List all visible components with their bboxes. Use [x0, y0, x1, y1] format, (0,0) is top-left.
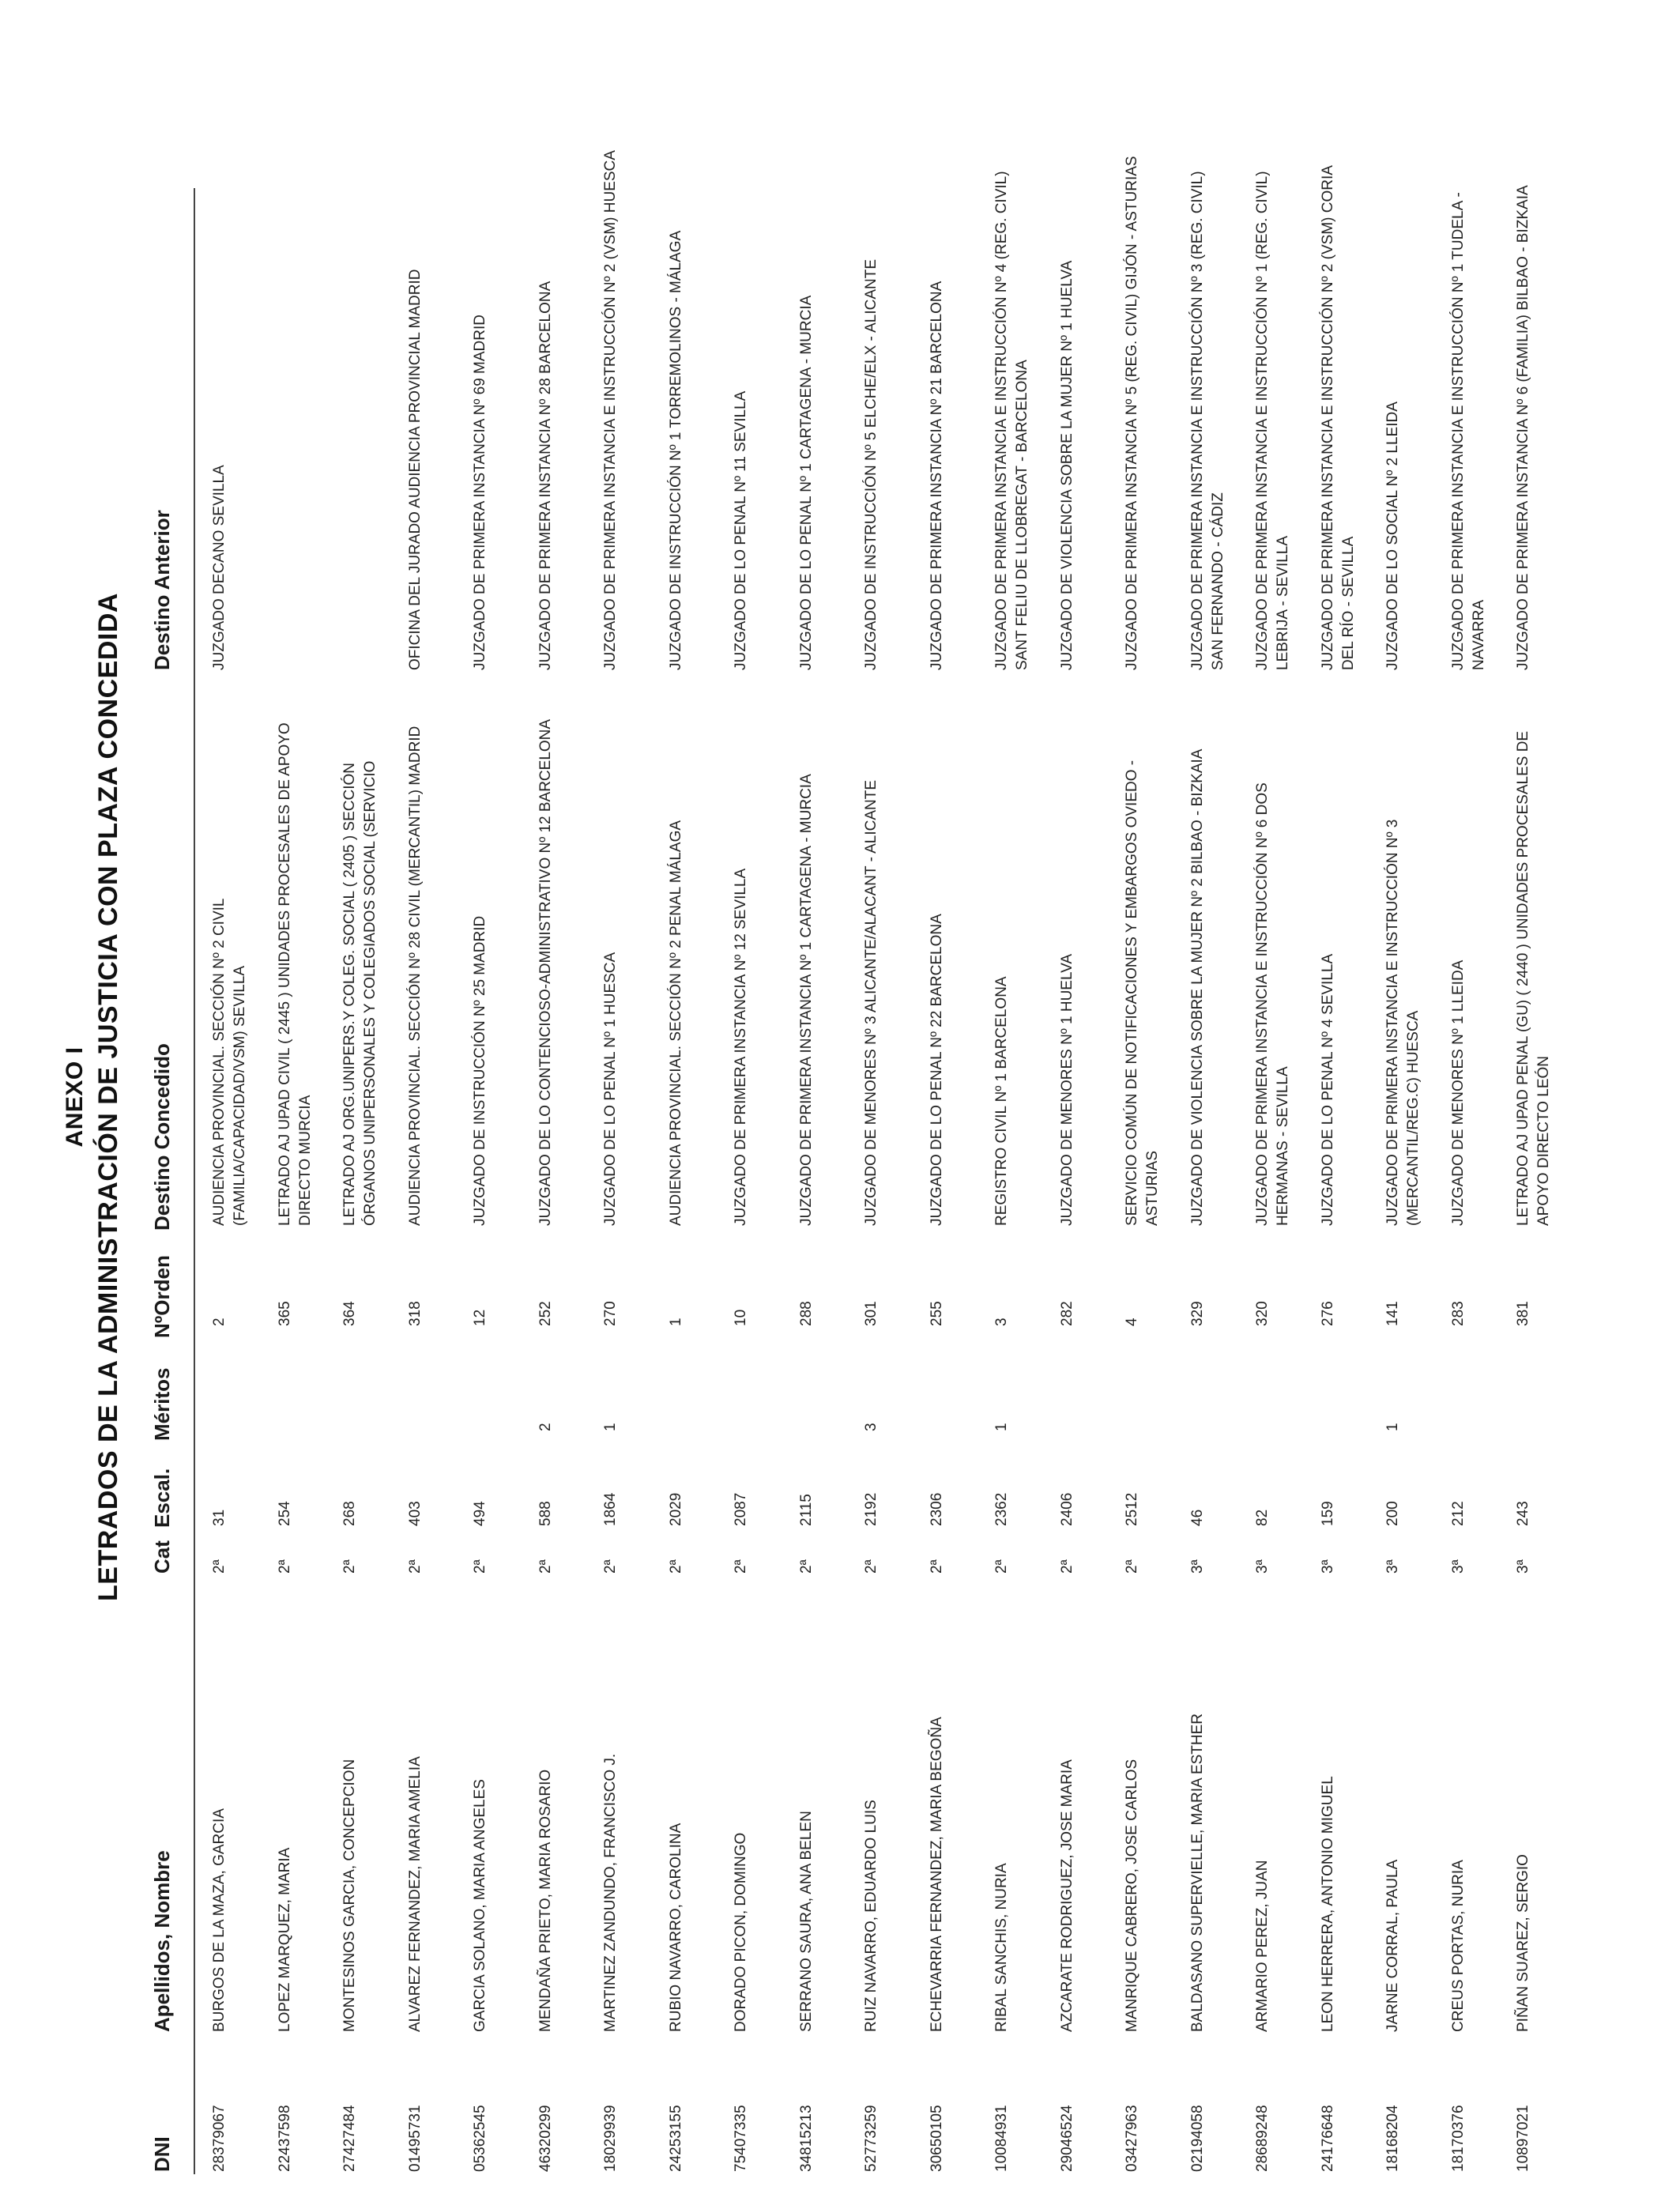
cell-dni: 24176648 [1319, 2105, 1336, 2172]
cell-anterior [992, 117, 1033, 670]
cell-anterior [666, 117, 687, 670]
cell-concedido-line: JUZGADO DE PRIMERA INSTANCIA E INSTRUCCIÓN Nº 6 DOS [1254, 782, 1271, 1226]
cell-orden: 365 [276, 1301, 293, 1326]
cell-cat: 2ª [341, 1559, 358, 1574]
cell-cat: 3ª [1449, 1559, 1467, 1574]
cell-concedido [275, 673, 316, 1226]
cell-escal: 2306 [928, 1492, 945, 1526]
cell-dni: 10084931 [993, 2105, 1010, 2172]
cell-anterior [927, 117, 947, 670]
cell-concedido [1448, 673, 1469, 1226]
cell-concedido-line: REGISTRO CIVIL Nº 1 BARCELONA [993, 976, 1010, 1226]
table-row [1252, 0, 1324, 2194]
cell-nombre: ARMARIO PEREZ, JUAN [1254, 1860, 1271, 2032]
cell-anterior [601, 117, 621, 670]
cell-concedido [731, 673, 751, 1226]
cell-concedido [927, 673, 947, 1226]
cell-orden: 255 [928, 1301, 945, 1326]
cell-escal: 212 [1449, 1501, 1467, 1526]
cell-orden: 1 [667, 1318, 684, 1326]
table-row [666, 0, 737, 2194]
cell-concedido [1383, 673, 1424, 1226]
cell-cat: 3ª [1319, 1559, 1336, 1574]
cell-cat: 2ª [928, 1559, 945, 1574]
cell-concedido-line: JUZGADO DE MENORES Nº 3 ALICANTE/ALACANT - ALICANTE [863, 779, 880, 1226]
cell-cat: 2ª [472, 1559, 488, 1574]
cell-escal: 2115 [797, 1494, 815, 1526]
cell-anterior-line: JUZGADO DE PRIMERA INSTANCIA E INSTRUCCIÓN Nº 2 (VSM) HUESCA [602, 150, 619, 670]
col-header-nombre: Apellidos, Nombre [150, 1850, 174, 2032]
cell-escal: 2512 [1124, 1492, 1140, 1526]
cell-escal: 494 [472, 1501, 488, 1526]
cell-concedido-line: JUZGADO DE PRIMERA INSTANCIA Nº 1 CARTAGENA - MURCIA [797, 774, 815, 1226]
col-header-meritos: Méritos [150, 1367, 174, 1441]
cell-concedido-line: ASTURIAS [1144, 1150, 1161, 1226]
cell-concedido-line: AUDIENCIA PROVINCIAL. SECCIÓN Nº 28 CIVIL (MERCANTIL) MADRID [406, 726, 424, 1226]
cell-concedido-line: JUZGADO DE LO PENAL Nº 1 HUESCA [602, 952, 619, 1226]
cell-orden: 283 [1449, 1301, 1467, 1326]
cell-concedido-line: ÓRGANOS UNIPERSONALES Y COLEGIADOS SOCIAL (SERVICIO [362, 760, 379, 1226]
cell-anterior-line: JUZGADO DE PRIMERA INSTANCIA E INSTRUCCIÓN Nº 3 (REG. CIVIL) [1188, 171, 1206, 670]
cell-orden: 141 [1384, 1301, 1401, 1326]
cell-dni: 28379067 [211, 2105, 228, 2172]
table-row [275, 0, 346, 2194]
cell-concedido [1318, 673, 1339, 1226]
cell-cat: 3ª [1188, 1559, 1206, 1574]
cell-nombre: LOPEZ MARQUEZ, MARIA [276, 1847, 293, 2032]
cell-meritos: 1 [602, 1423, 619, 1431]
cell-escal: 1864 [602, 1492, 619, 1526]
col-header-orden: NºOrden [150, 1255, 174, 1338]
cell-orden: 10 [733, 1309, 749, 1326]
cell-escal: 254 [276, 1501, 293, 1526]
cell-concedido-line: AUDIENCIA PROVINCIAL. SECCIÓN Nº 2 PENAL MÁLAGA [667, 820, 684, 1226]
cell-anterior-line: JUZGADO DE LO PENAL Nº 11 SEVILLA [733, 390, 749, 670]
cell-nombre: RUIZ NAVARRO, EDUARDO LUIS [863, 1800, 880, 2032]
cell-concedido [1057, 673, 1078, 1226]
cell-dni: 28689248 [1254, 2105, 1271, 2172]
table-row [731, 0, 802, 2194]
cell-dni: 24253155 [667, 2105, 684, 2172]
table-row [1122, 0, 1193, 2194]
cell-anterior-line: OFICINA DEL JURADO AUDIENCIA PROVINCIAL MADRID [406, 269, 424, 670]
col-header-anterior: Destino Anterior [150, 510, 174, 670]
cell-meritos: 1 [993, 1423, 1010, 1431]
cell-anterior-line: JUZGADO DE PRIMERA INSTANCIA Nº 6 (FAMILIA) BILBAO - BIZKAIA [1515, 185, 1531, 670]
cell-concedido-line: JUZGADO DE LO PENAL Nº 22 BARCELONA [928, 914, 945, 1226]
cell-orden: 4 [1124, 1318, 1140, 1326]
cell-orden: 2 [211, 1318, 228, 1326]
cell-anterior-line: JUZGADO DE LO SOCIAL Nº 2 LLEIDA [1384, 401, 1401, 670]
cell-dni: 01495731 [406, 2105, 424, 2172]
cell-orden: 270 [602, 1301, 619, 1326]
cell-cat: 2ª [1058, 1559, 1075, 1574]
cell-concedido-line: LETRADO AJ ORG.UNIPERS.Y COLEG. SOCIAL ( 2405 ) SECCIÓN [341, 763, 358, 1226]
cell-nombre: GARCIA SOLANO, MARIA ANGELES [472, 1779, 488, 2032]
table-row [797, 0, 868, 2194]
cell-anterior [1318, 117, 1359, 670]
cell-nombre: DORADO PICON, DOMINGO [733, 1832, 749, 2032]
cell-cat: 3ª [1515, 1559, 1531, 1574]
cell-concedido [861, 673, 882, 1226]
cell-dni: 22437598 [276, 2105, 293, 2172]
cell-escal: 82 [1254, 1509, 1271, 1526]
cell-anterior-line: NAVARRA [1470, 599, 1487, 670]
cell-dni: 29046524 [1058, 2105, 1075, 2172]
cell-nombre: SERRANO SAURA, ANA BELEN [797, 1811, 815, 2032]
document-title: LETRADOS DE LA ADMINISTRACIÓN DE JUSTICIA CON PLAZA CONCEDIDA [93, 593, 123, 1601]
cell-concedido-line: LETRADO AJ UPAD CIVIL ( 2445 ) UNIDADES PROCESALES DE APOYO [276, 722, 293, 1226]
cell-anterior [470, 117, 491, 670]
cell-concedido [536, 673, 556, 1226]
cell-meritos: 3 [863, 1423, 880, 1431]
cell-concedido-line: AUDIENCIA PROVINCIAL. SECCIÓN Nº 2 CIVIL [211, 898, 228, 1226]
cell-anterior-line: JUZGADO DE INSTRUCCIÓN Nº 5 ELCHE/ELX - ALICANTE [863, 258, 880, 670]
cell-cat: 2ª [993, 1559, 1010, 1574]
cell-cat: 2ª [211, 1559, 228, 1574]
cell-concedido-line: JUZGADO DE MENORES Nº 1 HUELVA [1058, 953, 1075, 1226]
cell-concedido [601, 673, 621, 1226]
cell-nombre: BURGOS DE LA MAZA, GARCIA [211, 1808, 228, 2032]
cell-dni: 30650105 [928, 2105, 945, 2172]
cell-anterior-line: JUZGADO DE PRIMERA INSTANCIA Nº 28 BARCELONA [537, 281, 554, 670]
cell-anterior [1252, 117, 1294, 670]
table-row [992, 0, 1063, 2194]
cell-nombre: RIBAL SANCHIS, NURIA [993, 1863, 1010, 2032]
col-header-concedido: Destino Concedido [150, 1043, 174, 1231]
cell-orden: 252 [537, 1301, 554, 1326]
cell-cat: 2ª [1124, 1559, 1140, 1574]
cell-concedido-line: SERVICIO COMÚN DE NOTIFICACIONES Y EMBARGOS OVIEDO - [1124, 760, 1140, 1226]
cell-anterior [209, 117, 230, 670]
cell-nombre: BALDASANO SUPERVIELLE, MARIA ESTHER [1188, 1713, 1206, 2032]
cell-cat: 3ª [1254, 1559, 1271, 1574]
cell-cat: 2ª [733, 1559, 749, 1574]
cell-anterior [1122, 117, 1143, 670]
cell-dni: 34815213 [797, 2105, 815, 2172]
cell-cat: 2ª [863, 1559, 880, 1574]
cell-concedido [1188, 673, 1208, 1226]
cell-meritos: 1 [1384, 1423, 1401, 1431]
table-row [861, 0, 932, 2194]
cell-anterior [861, 117, 882, 670]
table-row [536, 0, 607, 2194]
cell-anterior-line: JUZGADO DE PRIMERA INSTANCIA E INSTRUCCIÓN Nº 1 (REG. CIVIL) [1254, 171, 1271, 670]
col-header-dni: DNI [150, 2136, 174, 2172]
cell-escal: 403 [406, 1501, 424, 1526]
cell-escal: 2362 [993, 1492, 1010, 1526]
cell-escal: 159 [1319, 1501, 1336, 1526]
cell-nombre: MENDAÑA PRIETO, MARIA ROSARIO [537, 1769, 554, 2032]
col-header-cat: Cat [150, 1540, 174, 1574]
table-row [1513, 0, 1584, 2194]
cell-cat: 2ª [602, 1559, 619, 1574]
cell-concedido-line: JUZGADO DE VIOLENCIA SOBRE LA MUJER Nº 2 BILBAO - BIZKAIA [1188, 748, 1206, 1226]
cell-concedido-line: (MERCANTIL/REG.C) HUESCA [1405, 1010, 1422, 1226]
cell-concedido [1252, 673, 1294, 1226]
cell-meritos: 2 [537, 1423, 554, 1431]
cell-orden: 318 [406, 1301, 424, 1326]
cell-cat: 2ª [667, 1559, 684, 1574]
cell-concedido [797, 673, 817, 1226]
cell-anterior-line: JUZGADO DE PRIMERA INSTANCIA E INSTRUCCIÓN Nº 2 (VSM) CORIA [1319, 165, 1336, 670]
cell-nombre: PIÑAN SUAREZ, SERGIO [1515, 1854, 1531, 2032]
cell-concedido [209, 673, 250, 1226]
col-header-escal: Escal. [150, 1468, 174, 1528]
cell-anterior-line: JUZGADO DECANO SEVILLA [211, 465, 228, 670]
table-row [601, 0, 672, 2194]
table-row [1383, 0, 1454, 2194]
cell-concedido [470, 673, 491, 1226]
cell-orden: 320 [1254, 1301, 1271, 1326]
cell-escal: 2087 [733, 1492, 749, 1526]
cell-concedido-line: (FAMILIA/CAPACIDAD/VSM) SEVILLA [232, 965, 248, 1226]
cell-nombre: LEON HERRERA, ANTONIO MIGUEL [1319, 1776, 1336, 2032]
cell-dni: 02194058 [1188, 2105, 1206, 2172]
cell-anterior-line: JUZGADO DE PRIMERA INSTANCIA E INSTRUCCIÓN Nº 4 (REG. CIVIL) [993, 171, 1010, 670]
cell-concedido [340, 673, 381, 1226]
cell-orden: 282 [1058, 1301, 1075, 1326]
cell-concedido-line: JUZGADO DE LO CONTENCIOSO-ADMINISTRATIVO Nº 12 BARCELONA [537, 718, 554, 1226]
cell-concedido-line: LETRADO AJ UPAD PENAL (GU) ( 2440 ) UNIDADES PROCESALES DE [1515, 730, 1531, 1226]
cell-dni: 03427963 [1124, 2105, 1140, 2172]
cell-escal: 2029 [667, 1492, 684, 1526]
cell-concedido-line: JUZGADO DE PRIMERA INSTANCIA Nº 12 SEVILLA [733, 868, 749, 1226]
cell-anterior [1057, 117, 1078, 670]
cell-dni: 10897021 [1515, 2105, 1531, 2172]
cell-orden: 381 [1515, 1301, 1531, 1326]
cell-dni: 46320299 [537, 2105, 554, 2172]
cell-orden: 12 [472, 1309, 488, 1326]
cell-orden: 3 [993, 1318, 1010, 1326]
cell-cat: 2ª [406, 1559, 424, 1574]
cell-concedido-line: APOYO DIRECTO LEÓN [1535, 1055, 1552, 1226]
cell-anterior-line: JUZGADO DE PRIMERA INSTANCIA Nº 5 (REG. CIVIL) GIJÓN - ASTURIAS [1124, 156, 1140, 670]
cell-concedido-line: HERMANAS - SEVILLA [1275, 1066, 1291, 1226]
table-row [340, 0, 411, 2194]
cell-dni: 18170376 [1449, 2105, 1467, 2172]
cell-anterior-line: DEL RÍO - SEVILLA [1339, 536, 1357, 670]
cell-nombre: ALVAREZ FERNANDEZ, MARIA AMELIA [406, 1756, 424, 2032]
cell-dni: 27427484 [341, 2105, 358, 2172]
cell-concedido [1513, 673, 1554, 1226]
cell-escal: 46 [1188, 1509, 1206, 1526]
cell-cat: 3ª [1384, 1559, 1401, 1574]
cell-anterior [1513, 117, 1534, 670]
cell-nombre: AZCARATE RODRIGUEZ, JOSE MARIA [1058, 1759, 1075, 2032]
cell-anterior [405, 117, 426, 670]
cell-nombre: MARTINEZ ZANDUNDO, FRANCISCO J. [602, 1753, 619, 2032]
cell-anterior [1383, 117, 1403, 670]
cell-anterior-line: JUZGADO DE LO PENAL Nº 1 CARTAGENA - MURCIA [797, 295, 815, 670]
cell-concedido-line: JUZGADO DE PRIMERA INSTANCIA E INSTRUCCIÓN Nº 3 [1384, 819, 1401, 1226]
cell-escal: 268 [341, 1501, 358, 1526]
cell-orden: 301 [863, 1301, 880, 1326]
annex-heading: ANEXO I [62, 1046, 88, 1148]
cell-nombre: CREUS PORTAS, NURIA [1449, 1860, 1467, 2032]
cell-concedido [666, 673, 687, 1226]
cell-dni: 75407335 [733, 2105, 749, 2172]
cell-anterior [1448, 117, 1490, 670]
cell-anterior [797, 117, 817, 670]
cell-escal: 200 [1384, 1501, 1401, 1526]
cell-concedido [1122, 673, 1163, 1226]
cell-nombre: MANRIQUE CABRERO, JOSE CARLOS [1124, 1759, 1140, 2032]
cell-concedido [405, 673, 426, 1226]
cell-anterior [1188, 117, 1229, 670]
cell-anterior-line: SANT FELIU DE LLOBREGAT - BARCELONA [1014, 360, 1030, 670]
cell-dni: 52773259 [863, 2105, 880, 2172]
cell-orden: 364 [341, 1301, 358, 1326]
table-row [1318, 0, 1389, 2194]
cell-cat: 2ª [537, 1559, 554, 1574]
cell-concedido-line: JUZGADO DE LO PENAL Nº 4 SEVILLA [1319, 953, 1336, 1226]
cell-anterior [731, 117, 751, 670]
table-row [1448, 0, 1520, 2194]
cell-concedido-line: DIRECTO MURCIA [296, 1095, 314, 1226]
cell-concedido [992, 673, 1012, 1226]
cell-dni: 18029939 [602, 2105, 619, 2172]
cell-dni: 05362545 [472, 2105, 488, 2172]
cell-concedido-line: JUZGADO DE MENORES Nº 1 LLEIDA [1449, 959, 1467, 1226]
cell-anterior-line: JUZGADO DE VIOLENCIA SOBRE LA MUJER Nº 1 HUELVA [1058, 260, 1075, 670]
cell-anterior-line: JUZGADO DE INSTRUCCIÓN Nº 1 TORREMOLINOS - MÁLAGA [667, 230, 684, 670]
cell-nombre: RUBIO NAVARRO, CAROLINA [667, 1823, 684, 2032]
cell-anterior-line: LEBRIJA - SEVILLA [1275, 535, 1291, 670]
header-rule [194, 188, 195, 2174]
cell-escal: 2406 [1058, 1492, 1075, 1526]
cell-cat: 2ª [797, 1559, 815, 1574]
table-row [405, 0, 477, 2194]
cell-nombre: MONTESINOS GARCIA, CONCEPCION [341, 1759, 358, 2032]
table-row [470, 0, 541, 2194]
table-row [927, 0, 998, 2194]
cell-escal: 2192 [863, 1492, 880, 1526]
table-row [1188, 0, 1259, 2194]
cell-orden: 288 [797, 1301, 815, 1326]
cell-escal: 588 [537, 1501, 554, 1526]
cell-anterior-line: JUZGADO DE PRIMERA INSTANCIA Nº 21 BARCELONA [928, 281, 945, 670]
cell-concedido-line: JUZGADO DE INSTRUCCIÓN Nº 25 MADRID [472, 915, 488, 1226]
cell-cat: 2ª [276, 1559, 293, 1574]
cell-orden: 276 [1319, 1301, 1336, 1326]
cell-dni: 18168204 [1384, 2105, 1401, 2172]
cell-nombre: ECHEVARRIA FERNANDEZ, MARIA BEGOÑA [928, 1717, 945, 2032]
cell-orden: 329 [1188, 1301, 1206, 1326]
table-row [1057, 0, 1128, 2194]
cell-nombre: JARNE CORRAL, PAULA [1384, 1859, 1401, 2032]
cell-anterior [536, 117, 556, 670]
cell-escal: 31 [211, 1509, 228, 1526]
cell-escal: 243 [1515, 1501, 1531, 1526]
cell-anterior-line: JUZGADO DE PRIMERA INSTANCIA E INSTRUCCIÓN Nº 1 TUDELA - [1449, 192, 1467, 670]
cell-anterior-line: SAN FERNANDO - CÁDIZ [1209, 492, 1226, 670]
cell-anterior-line: JUZGADO DE PRIMERA INSTANCIA Nº 69 MADRID [472, 315, 488, 670]
table-row [209, 0, 281, 2194]
